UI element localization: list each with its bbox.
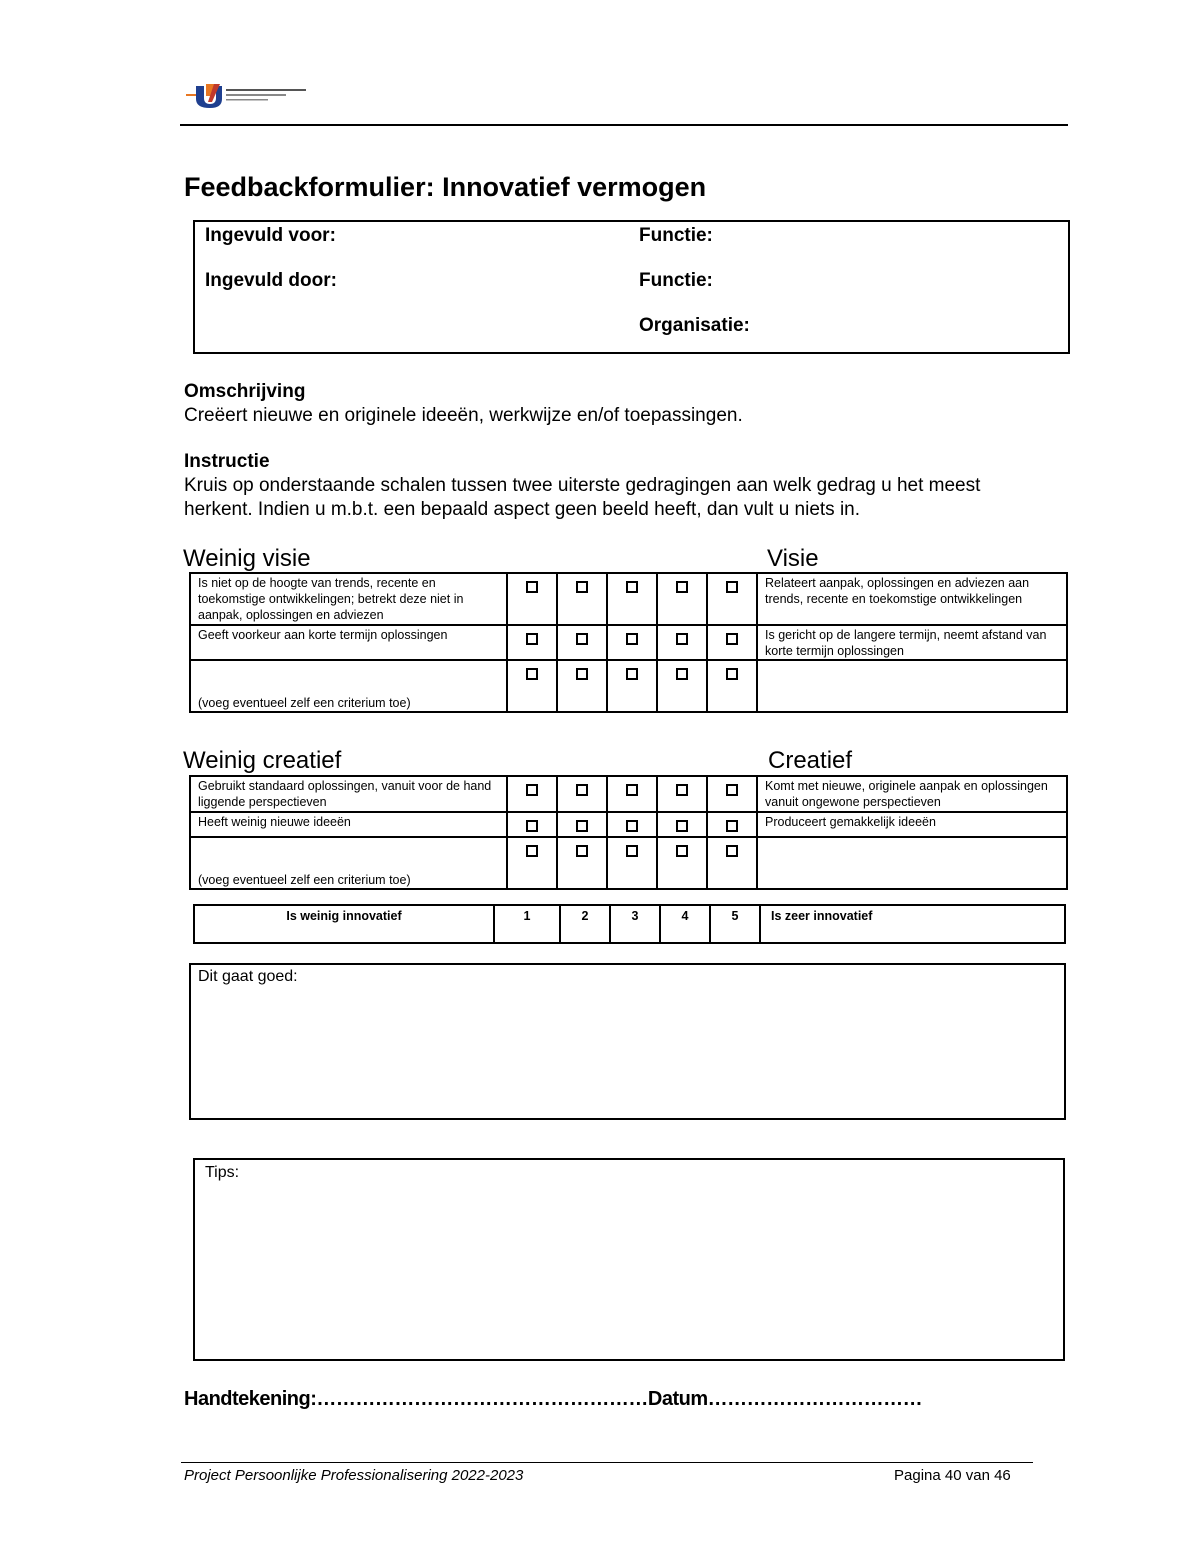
tips-label: Tips: [205, 1164, 240, 1181]
summary-score-2[interactable]: 2 [560, 905, 610, 943]
scale1-row2-left: Geeft voorkeur aan korte termijn oplossingen [190, 625, 507, 660]
summary-score-3[interactable]: 3 [610, 905, 660, 943]
scale1-table [189, 572, 1068, 713]
ingevuld-door-label: Ingevuld door: [205, 270, 337, 291]
summary-table [193, 904, 1066, 944]
checkbox-1[interactable] [526, 784, 538, 796]
footer-rule [181, 1462, 1033, 1463]
checkbox-3[interactable] [626, 581, 638, 593]
checkbox-1[interactable] [526, 581, 538, 593]
omschrijving-heading: Omschrijving [184, 381, 306, 402]
checkbox-3[interactable] [626, 845, 638, 857]
checkbox-5[interactable] [726, 668, 738, 680]
checkbox-2[interactable] [576, 820, 588, 832]
checkbox-4[interactable] [676, 845, 688, 857]
checkbox-4[interactable] [676, 820, 688, 832]
footer-project: Project Persoonlijke Professionalisering 2022-2023 [184, 1467, 524, 1484]
checkbox-3[interactable] [626, 784, 638, 796]
checkbox-3[interactable] [626, 668, 638, 680]
scale1-row3-left: (voeg eventueel zelf een criterium toe) [190, 660, 507, 712]
tips-box[interactable] [193, 1158, 1065, 1361]
table-row [190, 660, 1067, 712]
dit-gaat-goed-box[interactable] [189, 963, 1066, 1120]
form-title: Feedbackformulier: Innovatief vermogen [184, 172, 707, 202]
footer-page-number: Pagina 40 van 46 [894, 1467, 1011, 1484]
checkbox-5[interactable] [726, 845, 738, 857]
checkbox-4[interactable] [676, 784, 688, 796]
table-row [194, 905, 1065, 943]
checkbox-1[interactable] [526, 820, 538, 832]
scale2-row3-left: (voeg eventueel zelf een criterium toe) [190, 837, 507, 889]
table-row [190, 837, 1067, 889]
checkbox-3[interactable] [626, 820, 638, 832]
functie-label-1: Functie: [639, 225, 713, 246]
checkbox-2[interactable] [576, 668, 588, 680]
scale2-right-heading: Creatief [768, 747, 853, 774]
scale2-table [189, 775, 1068, 890]
scale2-row2-right: Produceert gemakkelijk ideeën [757, 812, 1067, 837]
table-row [190, 625, 1067, 660]
scale2-row1-left: Gebruikt standaard oplossingen, vanuit voor de hand liggende perspectieven [190, 776, 507, 812]
checkbox-2[interactable] [576, 633, 588, 645]
institution-logo-icon [184, 82, 314, 108]
scale2-row1-right: Komt met nieuwe, originele aanpak en oplossingen vanuit ongewone perspectieven [757, 776, 1067, 812]
scale2-left-heading: Weinig creatief [183, 747, 342, 774]
scale2-row3-right [757, 837, 1067, 889]
scale1-right-heading: Visie [767, 545, 819, 572]
checkbox-4[interactable] [676, 668, 688, 680]
checkbox-5[interactable] [726, 820, 738, 832]
scale2-row2-left: Heeft weinig nieuwe ideeën [190, 812, 507, 837]
summary-left-label: Is weinig innovatief [194, 905, 494, 943]
scale1-row2-right: Is gericht op de langere termijn, neemt afstand van korte termijn oplossingen [757, 625, 1067, 660]
signature-line: Handtekening:……………………………………………Datum…………………………… [184, 1388, 923, 1410]
checkbox-1[interactable] [526, 845, 538, 857]
omschrijving-text: Creëert nieuwe en originele ideeën, werkwijze en/of toepassingen. [184, 405, 743, 426]
checkbox-4[interactable] [676, 633, 688, 645]
scale1-left-heading: Weinig visie [183, 545, 311, 572]
summary-score-1[interactable]: 1 [494, 905, 560, 943]
checkbox-4[interactable] [676, 581, 688, 593]
summary-score-5[interactable]: 5 [710, 905, 760, 943]
instructie-heading: Instructie [184, 451, 270, 472]
scale1-row3-right [757, 660, 1067, 712]
checkbox-1[interactable] [526, 668, 538, 680]
ingevuld-voor-label: Ingevuld voor: [205, 225, 336, 246]
checkbox-5[interactable] [726, 784, 738, 796]
table-row [190, 812, 1067, 837]
summary-right-label: Is zeer innovatief [760, 905, 1065, 943]
table-row [190, 573, 1067, 625]
scale1-row1-left: Is niet op de hoogte van trends, recente en toekomstige ontwikkelingen; betrekt deze niet in aanpak, oplossingen en adviezen [190, 573, 507, 625]
instructie-text: Kruis op onderstaande schalen tussen twee uiterste gedragingen aan welk gedrag u het meest herkent. Indien u m.b.t. een bepaald aspect geen beeld heeft, dan vult u niets in. [184, 475, 981, 520]
functie-label-2: Functie: [639, 270, 713, 291]
checkbox-2[interactable] [576, 845, 588, 857]
summary-score-4[interactable]: 4 [660, 905, 710, 943]
organisatie-label: Organisatie: [639, 315, 750, 336]
checkbox-5[interactable] [726, 633, 738, 645]
checkbox-1[interactable] [526, 633, 538, 645]
dit-gaat-goed-label: Dit gaat goed: [198, 968, 298, 985]
checkbox-2[interactable] [576, 784, 588, 796]
checkbox-2[interactable] [576, 581, 588, 593]
scale1-row1-right: Relateert aanpak, oplossingen en adviezen aan trends, recente en toekomstige ontwikkelingen [757, 573, 1067, 625]
info-box [193, 220, 1070, 354]
checkbox-3[interactable] [626, 633, 638, 645]
header-rule [180, 124, 1068, 126]
table-row [190, 776, 1067, 812]
checkbox-5[interactable] [726, 581, 738, 593]
